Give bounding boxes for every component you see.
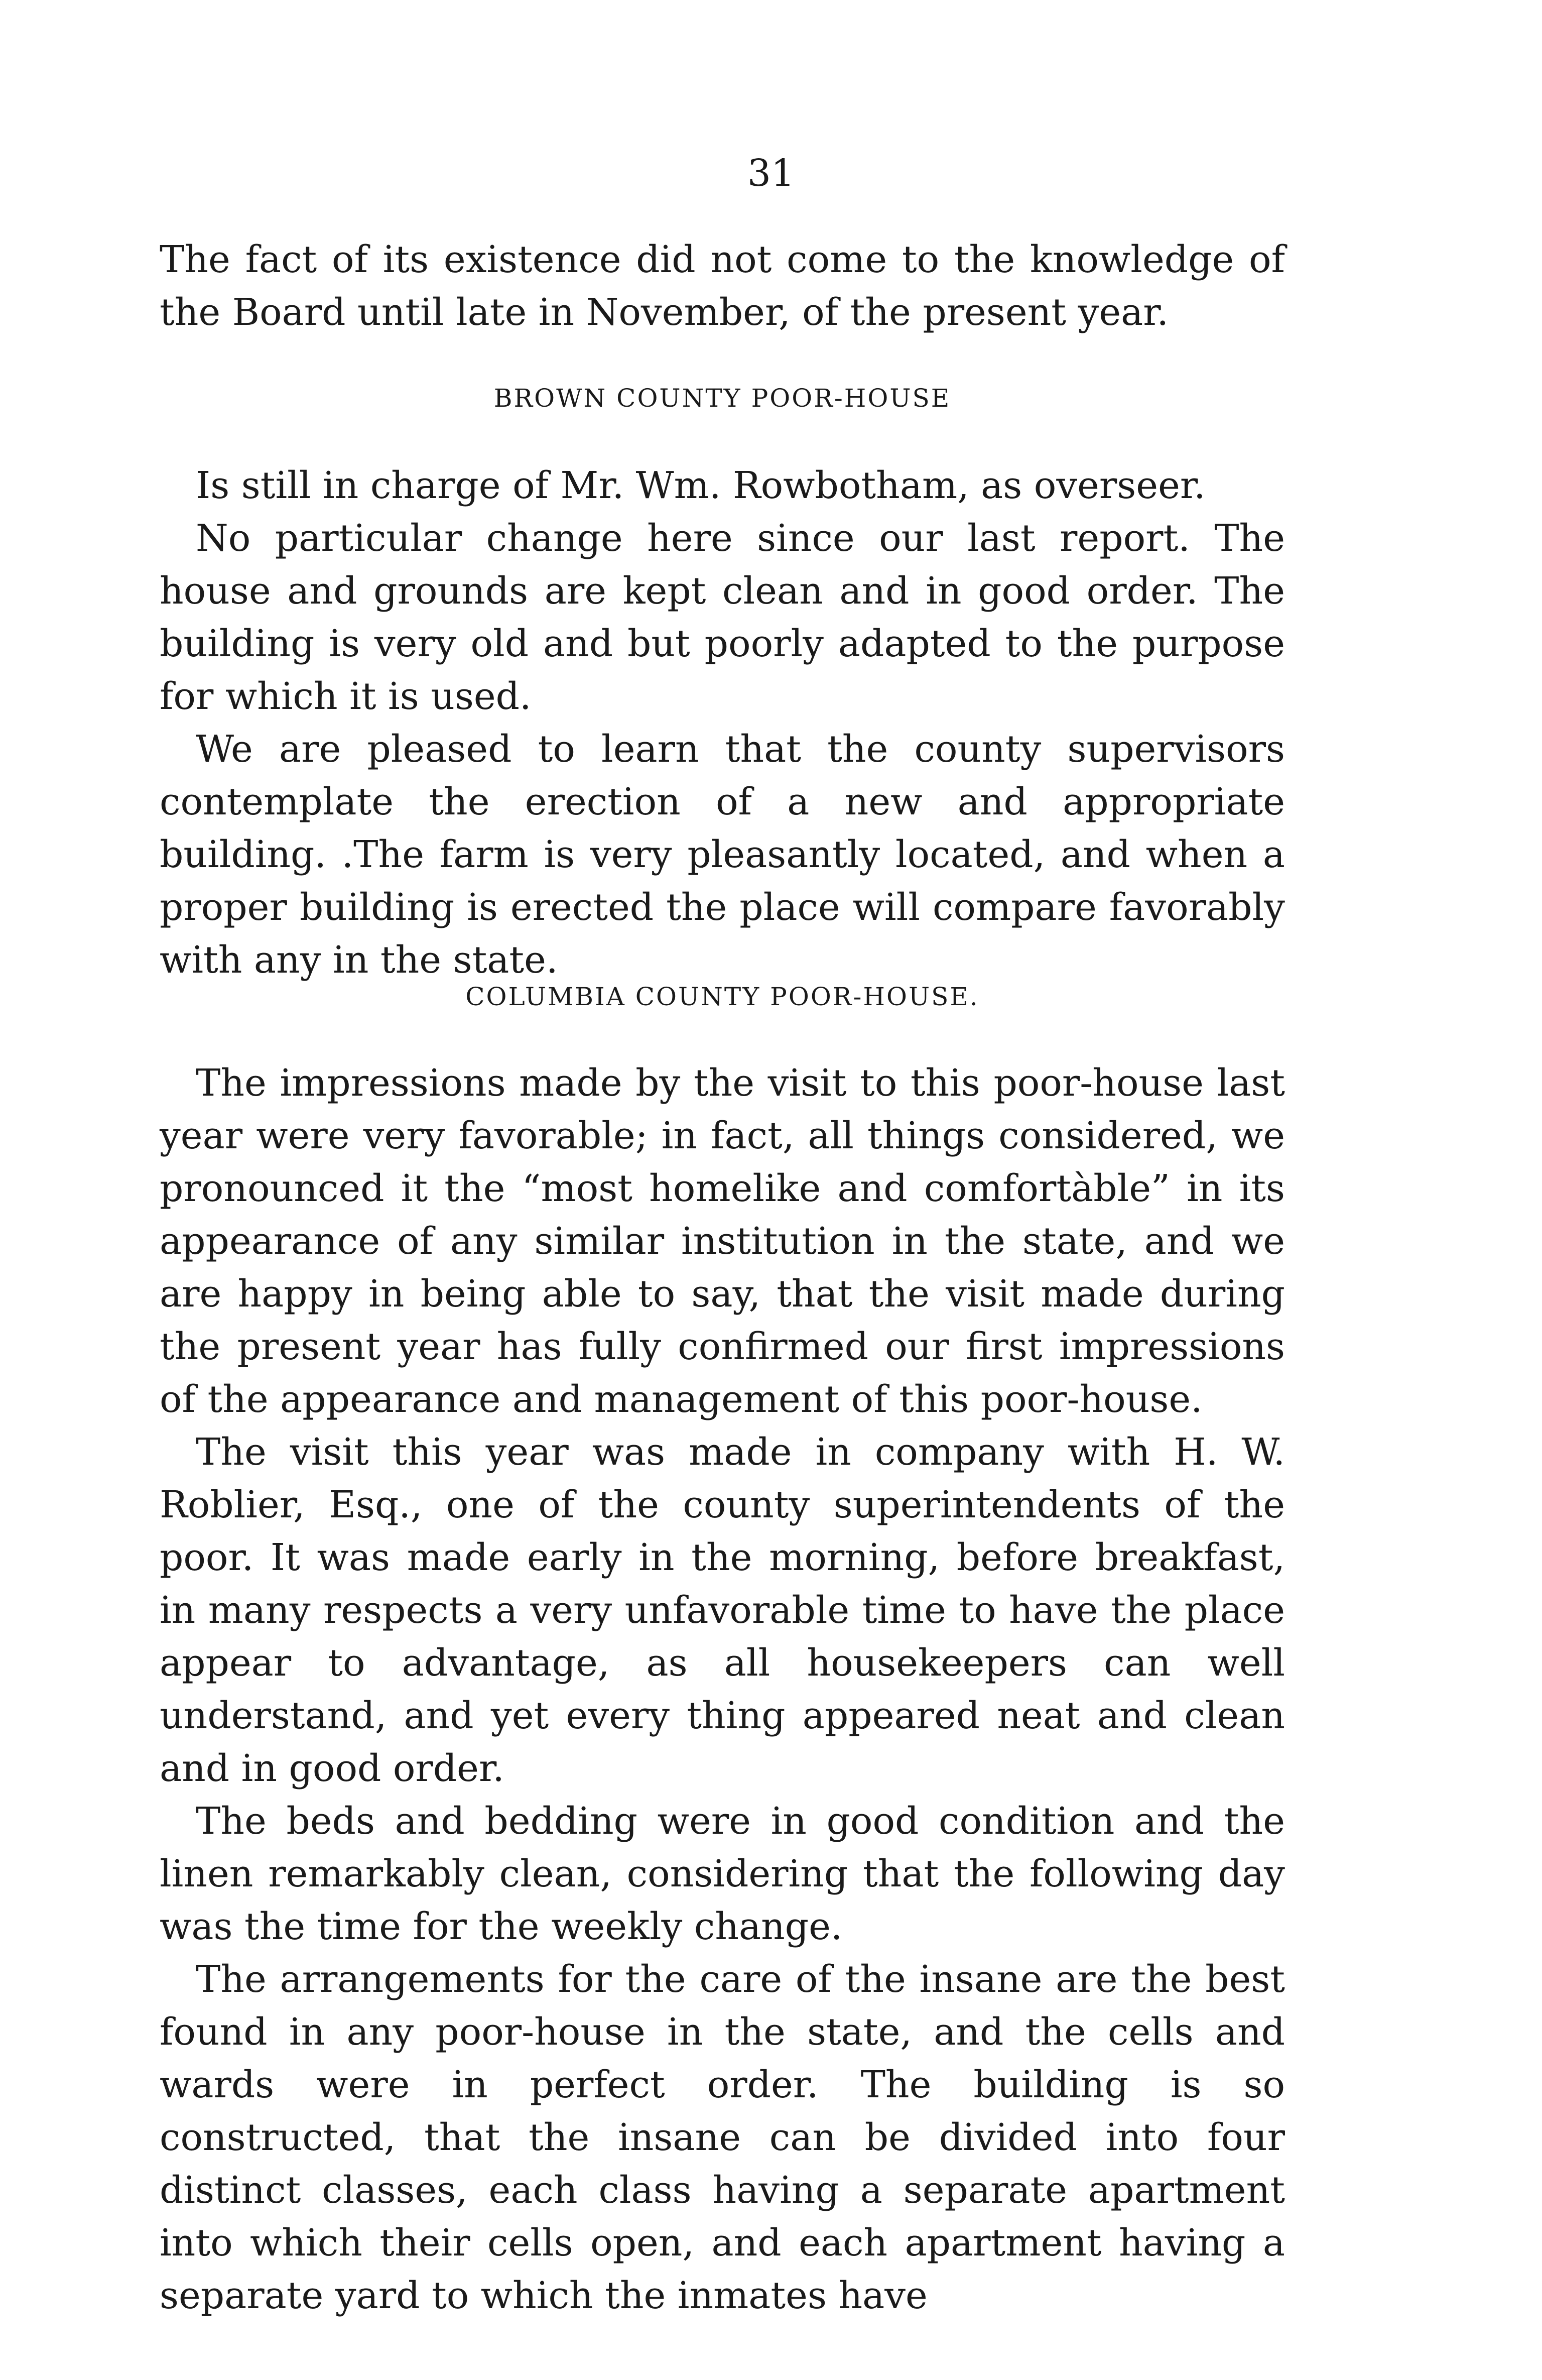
section-heading-brown-county: BROWN COUNTY POOR-HOUSE <box>493 384 951 413</box>
page-number: 31 <box>747 152 795 195</box>
paragraph: Is still in charge of Mr. Wm. Rowbotham, as overseer. <box>196 464 1206 507</box>
paragraph: No particular change here since our last report. The house and grounds are kept clean and in good order. The building is very old and but poorly adapted to the purpose for which it is used. <box>160 517 1285 718</box>
paragraph: We are pleased to learn that the county supervisors contemplate the erection of a new and appropriate building. .The farm is very pleasantly located, and when a proper building is erected the place will compare favorably with any in the state. <box>160 728 1285 982</box>
paragraph: The arrangements for the care of the insane are the best found in any poor-house in the state, and the cells and wards were in perfect order. The building is so constructed, that the insane can be divided into four distinct classes, each class having a separate apartment into which their cells open, and each apartment having a separate yard to which the inmates have <box>160 1958 1285 2317</box>
paragraph: The impressions made by the visit to this poor-house last year were very favorable; in fact, all things considered, we pronounced it the “most homelike and comfortàble” in its appearance of any similar institution in the state, and we are happy in being able to say, that the visit made during the present year has fully confirmed our first impressions of the appearance and management of this poor-house. <box>160 1061 1285 1421</box>
intro-text <box>160 233 1285 339</box>
brown-county-text <box>160 459 1285 987</box>
paragraph: The visit this year was made in company with H. W. Roblier, Esq., one of the county superintendents of the poor. It was made early in the morning, before breakfast, in many respects a very unfavorable time to have the place appear to advantage, as all housekeepers can well understand, and yet every thing appeared neat and clean and in good order. <box>160 1431 1285 1790</box>
paragraph: The fact of its existence did not come to the knowledge of the Board until late in November, of the present year. <box>160 238 1285 334</box>
columbia-county-text <box>160 1057 1285 2322</box>
section-heading-columbia-county: COLUMBIA COUNTY POOR-HOUSE. <box>465 982 979 1011</box>
paragraph: The beds and bedding were in good condition and the linen remarkably clean, considering that the following day was the time for the weekly change. <box>160 1800 1285 1948</box>
